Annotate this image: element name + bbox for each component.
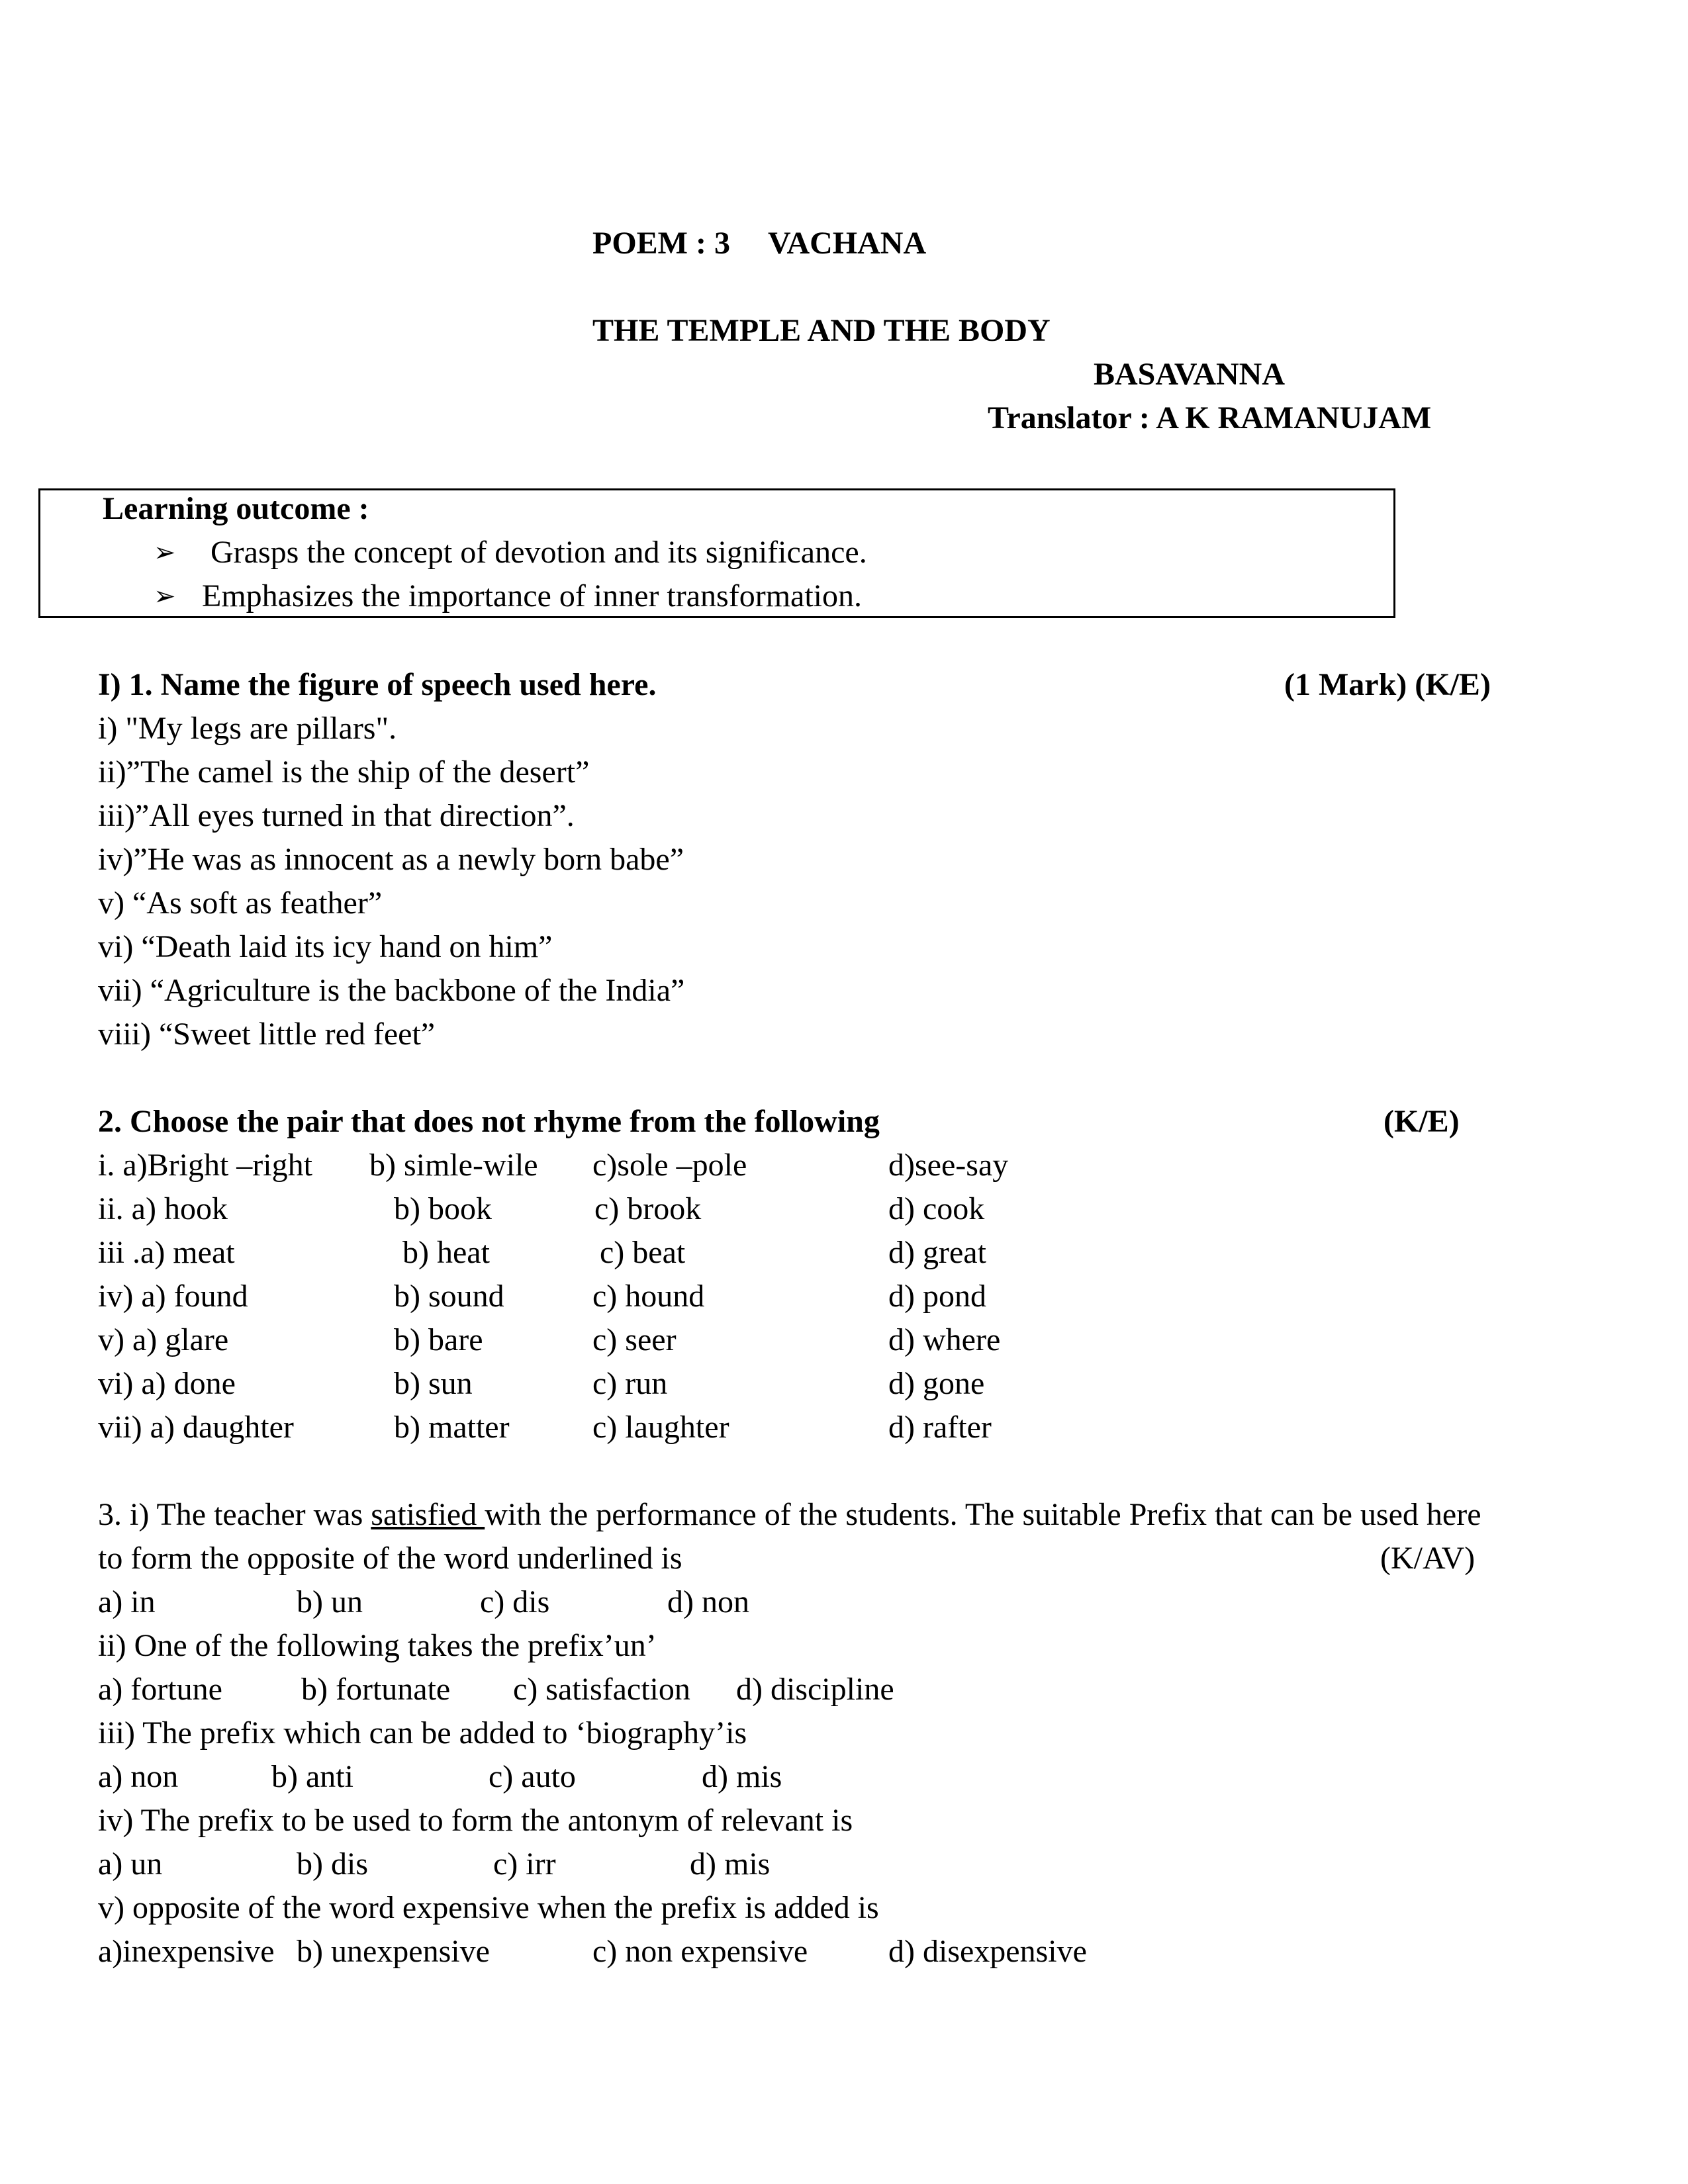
q3-option: c) non expensive [592, 1934, 808, 1969]
q3-option: a) fortune [98, 1672, 222, 1707]
q2-option: b) matter [394, 1410, 510, 1445]
poem-title: THE TEMPLE AND THE BODY [592, 313, 1051, 348]
q3-option: d) discipline [736, 1672, 894, 1707]
q1-item: vi) “Death laid its icy hand on him” [98, 929, 553, 964]
q3-option: b) fortunate [301, 1672, 451, 1707]
q2-option: b) simle-wile [369, 1148, 538, 1183]
q3-option: a) un [98, 1846, 163, 1882]
q3-i-question [98, 1493, 1481, 1537]
q3-option: d) non [667, 1584, 749, 1619]
learning-outcome-heading: Learning outcome : [103, 491, 369, 526]
q2-option: d) rafter [888, 1410, 992, 1445]
q2-option: c) brook [594, 1191, 702, 1226]
q1-marks: (1 Mark) (K/E) [1284, 667, 1491, 702]
q1-item: ii)”The camel is the ship of the desert” [98, 754, 590, 790]
q3-option: b) unexpensive [297, 1934, 490, 1969]
q3-i-question-line2: to form the opposite of the word underlined is [98, 1541, 682, 1576]
q2-option: i. a)Bright –right [98, 1148, 312, 1183]
q2-option: iii .a) meat [98, 1235, 235, 1270]
q2-option: b) book [394, 1191, 492, 1226]
q3-option: c) dis [480, 1584, 550, 1619]
q2-option: d) where [888, 1322, 1001, 1357]
q2-option: d) gone [888, 1366, 985, 1401]
q1-item: i) "My legs are pillars". [98, 711, 397, 746]
q3-marks: (K/AV) [1380, 1541, 1476, 1576]
q2-option: iv) a) found [98, 1279, 248, 1314]
q1-item: iii)”All eyes turned in that direction”. [98, 798, 575, 833]
learning-outcome-item: Emphasizes the importance of inner transformation. [202, 578, 863, 614]
q2-option: d) pond [888, 1279, 986, 1314]
q3-ii-question: ii) One of the following takes the prefix’un’ [98, 1628, 657, 1663]
q2-option: d)see-say [888, 1148, 1009, 1183]
q3-option: d) mis [690, 1846, 771, 1882]
q3-v-question: v) opposite of the word expensive when the prefix is added is [98, 1890, 879, 1925]
q3-i-prefix: 3. i) The teacher was [98, 1497, 371, 1532]
q3-option: d) mis [702, 1759, 782, 1794]
q2-option: c) hound [592, 1279, 705, 1314]
poem-type: VACHANA [768, 226, 927, 261]
q3-iii-question: iii) The prefix which can be added to ‘biography’is [98, 1715, 747, 1751]
q2-option: c)sole –pole [592, 1148, 747, 1183]
q3-option: c) auto [489, 1759, 576, 1794]
q2-option: b) sun [394, 1366, 473, 1401]
q2-option: d) great [888, 1235, 986, 1270]
q2-option: d) cook [888, 1191, 985, 1226]
q2-heading: 2. Choose the pair that does not rhyme from the following [98, 1104, 880, 1139]
q2-option: v) a) glare [98, 1322, 229, 1357]
q2-option: c) beat [600, 1235, 686, 1270]
q1-item: viii) “Sweet little red feet” [98, 1017, 436, 1052]
learning-outcome-item: Grasps the concept of devotion and its significance. [211, 535, 867, 570]
bullet-arrow-icon: ➢ [154, 537, 176, 567]
q3-option: a) in [98, 1584, 156, 1619]
q2-option: b) sound [394, 1279, 504, 1314]
q3-i-rest: with the performance of the students. The suitable Prefix that can be used here [485, 1497, 1481, 1532]
q3-option: b) dis [297, 1846, 368, 1882]
q2-option: b) bare [394, 1322, 483, 1357]
q3-iv-question: iv) The prefix to be used to form the antonym of relevant is [98, 1803, 853, 1838]
bullet-arrow-icon: ➢ [154, 581, 176, 611]
q3-option: a)inexpensive [98, 1934, 275, 1969]
q3-option: c) irr [493, 1846, 556, 1882]
q2-option: vi) a) done [98, 1366, 236, 1401]
q2-marks: (K/E) [1383, 1104, 1460, 1139]
q3-option: b) anti [271, 1759, 353, 1794]
q1-item: vii) “Agriculture is the backbone of the India” [98, 973, 685, 1008]
q3-underlined-word: satisfied [371, 1497, 485, 1532]
q2-option: ii. a) hook [98, 1191, 228, 1226]
q1-item: v) “As soft as feather” [98, 886, 383, 921]
q2-option: b) heat [402, 1235, 490, 1270]
q2-option: vii) a) daughter [98, 1410, 294, 1445]
q3-option: a) non [98, 1759, 179, 1794]
q3-option: d) disexpensive [888, 1934, 1087, 1969]
q2-option: c) laughter [592, 1410, 729, 1445]
q3-option: b) un [297, 1584, 363, 1619]
q3-option: c) satisfaction [513, 1672, 690, 1707]
q1-item: iv)”He was as innocent as a newly born babe” [98, 842, 684, 877]
poem-number: POEM : 3 [592, 226, 730, 261]
q2-option: c) run [592, 1366, 668, 1401]
translator: Translator : A K RAMANUJAM [988, 400, 1432, 435]
q1-heading: I) 1. Name the figure of speech used here. [98, 667, 657, 702]
q2-option: c) seer [592, 1322, 677, 1357]
poem-author: BASAVANNA [1094, 357, 1285, 392]
